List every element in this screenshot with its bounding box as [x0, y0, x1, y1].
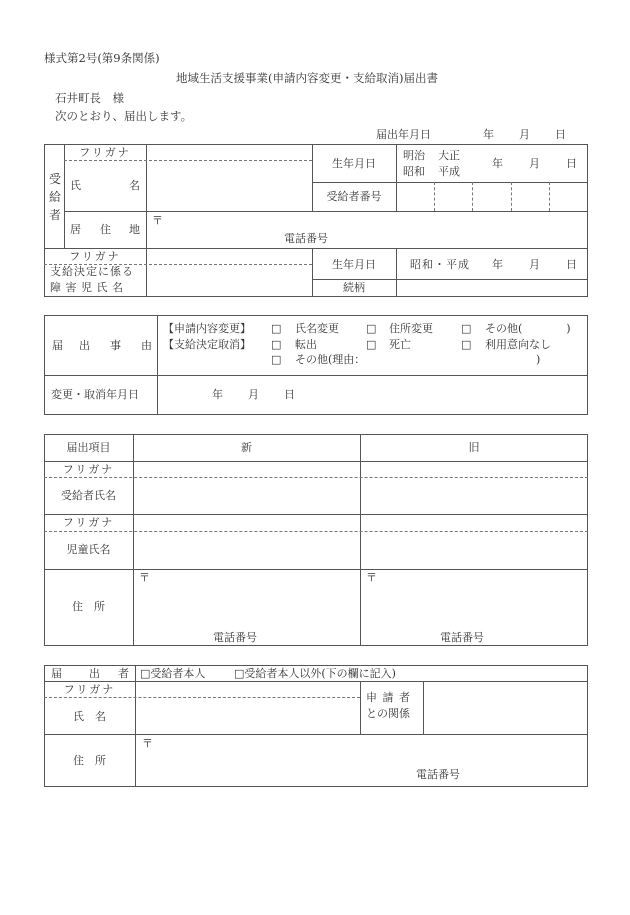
recipient-name-label-2: 名: [129, 179, 140, 192]
notifier-label-1: 届: [51, 667, 62, 680]
option-move-out: 転出: [295, 338, 317, 351]
notifier-label-2: 出: [89, 667, 100, 680]
recipient-birth-label: 生年月日: [332, 157, 376, 170]
child-furigana-label: フリガナ: [69, 250, 121, 263]
form-title: 地域生活支援事業(申請内容変更・支給取消)届出書: [176, 71, 438, 85]
residence-label-2: 住: [100, 223, 111, 236]
checkbox-no-intent[interactable]: □: [461, 338, 472, 351]
addressee: 石井町長 様: [55, 91, 124, 105]
recipient-name-field[interactable]: [147, 162, 311, 210]
child-birth-month[interactable]: 月: [529, 258, 540, 271]
divider: [44, 375, 588, 376]
recipient-furigana-label: フリガナ: [79, 146, 131, 159]
form-number: 様式第2号(第9条関係): [44, 51, 160, 65]
notifier-label-3: 者: [118, 667, 129, 680]
label-char: 受: [49, 172, 62, 186]
recipient-name-row-label: 受給者氏名: [61, 489, 116, 502]
old-postal-mark: 〒: [366, 571, 377, 584]
checkbox-other-change[interactable]: □: [461, 322, 472, 335]
era-showa[interactable]: 昭和: [403, 165, 425, 178]
notifier-postal-mark: 〒: [142, 737, 153, 750]
divider: [44, 248, 588, 249]
checkbox-death[interactable]: □: [366, 338, 377, 351]
divider: [360, 681, 361, 734]
child-furigana-field[interactable]: [147, 249, 311, 263]
old-child-name-field[interactable]: [361, 532, 587, 568]
notifier-furigana-field[interactable]: [136, 682, 359, 696]
change-date-day[interactable]: 日: [284, 388, 295, 401]
era-taisho[interactable]: 大正: [438, 149, 460, 162]
new-recipient-name-field[interactable]: [134, 478, 359, 513]
era-heisei[interactable]: 平成: [438, 165, 460, 178]
old-address-field[interactable]: [361, 585, 587, 629]
notifier-relation-field[interactable]: [424, 682, 587, 733]
relation-field[interactable]: [397, 280, 587, 296]
old-phone-label: 電話番号: [440, 631, 484, 644]
child-name-label-2: 障 害 児 氏 名: [50, 281, 124, 294]
reason-label-4: 由: [141, 339, 152, 352]
old-recipient-name-field[interactable]: [361, 478, 587, 513]
new-child-furigana-field[interactable]: [134, 515, 359, 530]
option-other-reason: その他(理由：: [295, 353, 366, 366]
option-address-change: 住所変更: [389, 322, 433, 335]
intro-text: 次のとおり、届出します。: [55, 109, 193, 123]
other-reason-close: ): [536, 353, 541, 366]
notifier-address-label: 住 所: [73, 754, 106, 767]
option-no-intent: 利用意向なし: [485, 338, 551, 351]
cancel-heading: 【支給決定取消】: [163, 338, 251, 351]
furigana-label-2: フリガナ: [62, 516, 115, 529]
child-birth-label: 生年月日: [332, 258, 376, 271]
option-other-checkbox[interactable]: □受給者本人以外(下の欄に記入): [234, 667, 396, 680]
new-postal-mark: 〒: [139, 571, 150, 584]
option-name-change: 氏名変更: [295, 322, 339, 335]
new-phone-label: 電話番号: [213, 631, 257, 644]
notifier-name-field[interactable]: [136, 698, 359, 733]
recipient-name-label-1: 氏: [70, 179, 81, 192]
reason-label-3: 事: [110, 339, 121, 352]
change-heading: 【申請内容変更】: [163, 322, 251, 335]
notifier-name-label: 氏 名: [73, 710, 106, 723]
residence-label-1: 居: [70, 223, 81, 236]
change-date-label: 変更・取消年月日: [51, 388, 139, 401]
submission-month-label[interactable]: 月: [519, 128, 530, 141]
address-row-label: 住 所: [72, 600, 105, 613]
recipient-birth-month[interactable]: 月: [529, 157, 540, 170]
child-name-label-1: 支給決定に係る: [50, 265, 134, 278]
postal-mark: 〒: [152, 214, 163, 227]
relation-label-2: との関係: [366, 707, 410, 720]
change-date-month[interactable]: 月: [248, 388, 259, 401]
child-birth-year[interactable]: 年: [492, 258, 503, 271]
recipient-number-field[interactable]: [397, 183, 587, 210]
reason-label-1: 届: [52, 339, 63, 352]
divider: [157, 315, 158, 415]
recipient-number-label: 受給者番号: [326, 190, 382, 203]
col-old-header: 旧: [468, 441, 480, 454]
recipient-birth-day[interactable]: 日: [566, 157, 577, 170]
checkbox-other-reason[interactable]: □: [271, 353, 282, 366]
divider: [64, 160, 312, 161]
divider: [44, 734, 588, 735]
child-birth-day[interactable]: 日: [566, 258, 577, 271]
child-name-field[interactable]: [147, 266, 311, 296]
submission-day-label[interactable]: 日: [555, 128, 566, 141]
col-item-header: 届出項目: [66, 441, 111, 454]
change-date-year[interactable]: 年: [212, 388, 223, 401]
label-char: 者: [49, 208, 62, 222]
relation-label-1: 申 請 者: [366, 691, 411, 704]
residence-field[interactable]: [147, 212, 587, 247]
recipient-furigana-field[interactable]: [147, 145, 311, 159]
new-address-field[interactable]: [134, 585, 359, 629]
relation-label: 続柄: [343, 281, 365, 294]
furigana-label-1: フリガナ: [62, 463, 115, 476]
label-char: 給: [49, 190, 62, 204]
phone-label: 電話番号: [284, 232, 328, 245]
new-furigana-field[interactable]: [134, 462, 359, 476]
notifier-furigana-label: フリガナ: [63, 683, 116, 696]
child-name-row-label: 児童氏名: [66, 543, 111, 556]
notifier-phone-label: 電話番号: [416, 768, 460, 781]
era-meiji[interactable]: 明治: [403, 149, 425, 162]
residence-label-3: 地: [129, 223, 140, 236]
notifier-address-field[interactable]: [136, 752, 406, 784]
submission-date-label: 届出年月日: [376, 128, 431, 141]
option-other-change: その他( ): [485, 322, 571, 335]
checkbox-name-change[interactable]: □: [271, 322, 282, 335]
recipient-birth-year[interactable]: 年: [492, 157, 503, 170]
option-death: 死亡: [389, 338, 411, 351]
old-furigana-field[interactable]: [361, 462, 587, 476]
divider: [44, 569, 588, 570]
submission-year-label[interactable]: 年: [483, 128, 494, 141]
new-child-name-field[interactable]: [134, 532, 359, 568]
recipient-group-label: [49, 170, 61, 224]
option-self-checkbox[interactable]: □受給者本人: [140, 667, 206, 680]
reason-label-2: 出: [79, 339, 90, 352]
col-new-header: 新: [241, 441, 252, 454]
old-child-furigana-field[interactable]: [361, 515, 587, 530]
checkbox-address-change[interactable]: □: [366, 322, 377, 335]
child-era-options[interactable]: 昭和・平成: [410, 258, 470, 271]
checkbox-move-out[interactable]: □: [271, 338, 282, 351]
